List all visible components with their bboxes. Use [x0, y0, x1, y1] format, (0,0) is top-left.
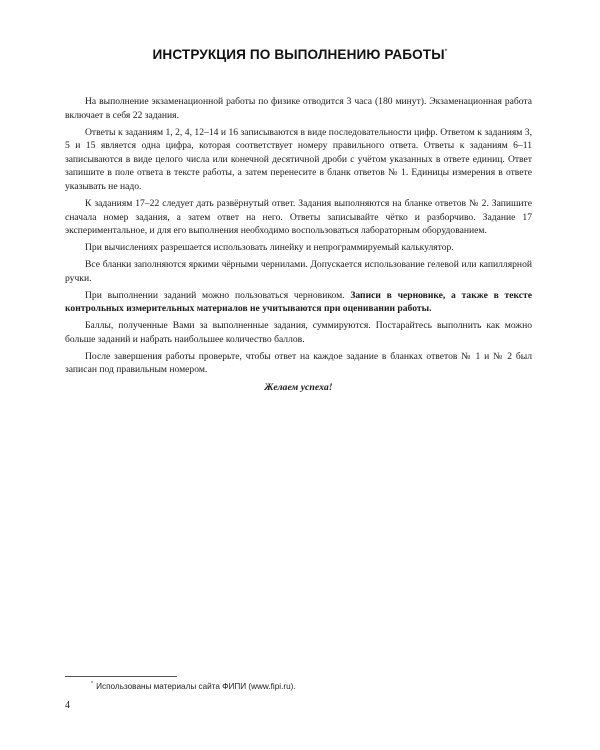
footnote — [91, 682, 296, 691]
paragraph-extended-answers: К заданиям 17–22 следует дать развёрнутый ответ. Задания выполняются на бланке ответов № 2. Запишите сначала номер задания, а затем ответ на него. Ответы записывайте чётко и разборчиво. Задание 17 экспериментальное, и для его выполнения необходимо воспользоваться лабораторным оборудованием. — [65, 197, 532, 237]
footnote-divider — [65, 676, 177, 677]
page-title-text: ИНСТРУКЦИЯ ПО ВЫПОЛНЕНИЮ РАБОТЫ — [152, 47, 445, 62]
footnote-text: Использованы материалы сайта ФИПИ (www.fipi.ru). — [96, 682, 296, 691]
footnote-mark: * — [91, 681, 94, 688]
draft-text: При выполнении заданий можно пользоваться черновиком. — [85, 289, 351, 301]
paragraph-ink: Все бланки заполняются яркими чёрными чернилами. Допускается использование гелевой или капиллярной ручки. — [65, 259, 532, 284]
draft-warning: Записи в черновике, а также в тексте контрольных измерительных материалов не учитываются при оценивании работы. — [65, 289, 532, 315]
page-title — [0, 47, 600, 62]
paragraph-points: Баллы, полученные Вами за выполненные задания, суммируются. Постарайтесь выполнить как можно больше заданий и набрать наибольшее количество баллов. — [65, 320, 532, 345]
paragraph-draft — [65, 289, 532, 316]
instructions-body — [65, 95, 532, 395]
good-luck-wish: Желаем успеха! — [264, 382, 333, 394]
paragraph-check: После завершения работы проверьте, чтобы ответ на каждое задание в бланках ответов № 1 и № 2 был записан под правильным номером. — [65, 350, 532, 376]
paragraph-duration: На выполнение экзаменационной работы по физике отводится 3 часа (180 минут). Экзаменационная работа включает в себя 22 задания. — [65, 96, 532, 121]
page-number: 4 — [65, 700, 70, 711]
paragraph-short-answers: Ответы к заданиям 1, 2, 4, 12–14 и 16 записываются в виде последовательности цифр. Ответом к заданиям 3, 5 и 15 является одна цифра, которая соответствует номеру правильного ответа. Ответы к заданиям 6–11 записываются в виде целого числа или конечной десятичной дроби с учётом указанных в ответе единиц. Ответ запишите в поле ответа в тексте работы, а затем перенесите в бланк ответов № 1. Единицы измерения в ответе указывать не надо. — [65, 126, 532, 192]
paragraph-calculator: При вычислениях разрешается использовать линейку и непрограммируемый калькулятор. — [85, 242, 454, 254]
title-footnote-mark: * — [444, 48, 448, 56]
